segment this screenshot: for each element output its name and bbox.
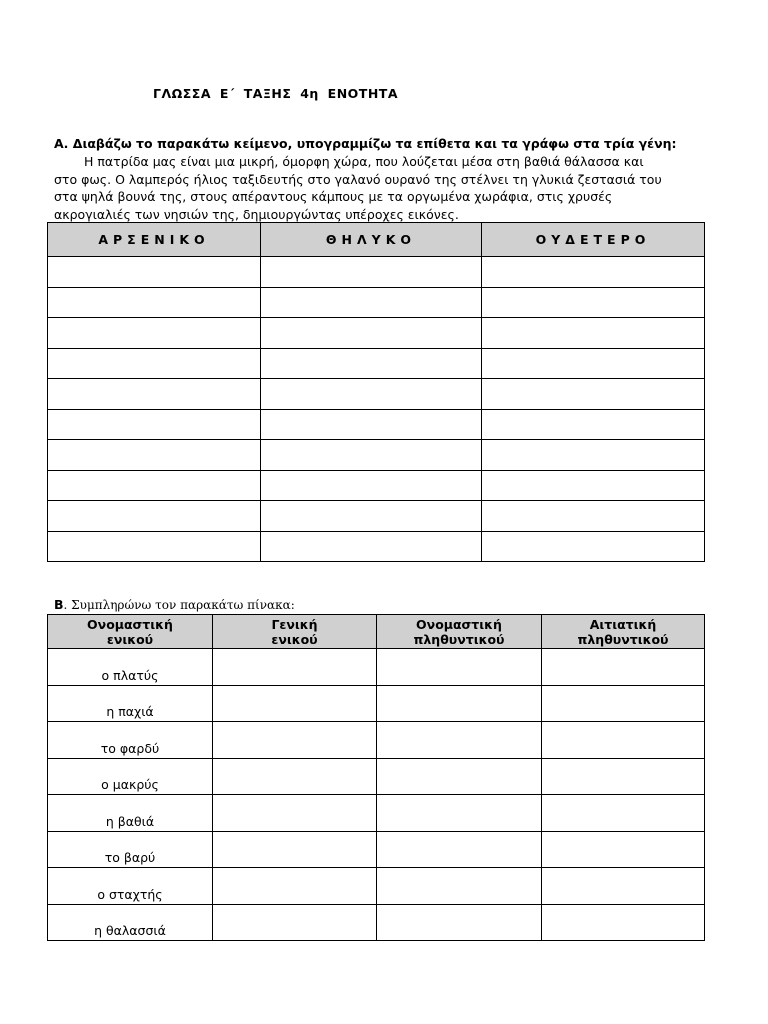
answer-cell[interactable] xyxy=(542,722,705,759)
answer-cell[interactable] xyxy=(482,409,705,440)
table-row xyxy=(48,868,705,905)
answer-cell[interactable] xyxy=(213,868,377,905)
answer-cell[interactable] xyxy=(48,379,261,410)
answer-cell[interactable] xyxy=(482,531,705,562)
word-cell: η θαλασσιά xyxy=(48,904,213,941)
answer-cell[interactable] xyxy=(482,287,705,318)
header-line: Ονομαστική xyxy=(416,616,502,632)
header-neuter: ΟΥΔΕΤΕΡΟ xyxy=(482,223,705,257)
answer-cell[interactable] xyxy=(213,722,377,759)
word-cell: η παχιά xyxy=(48,685,213,722)
table-row xyxy=(48,758,705,795)
answer-cell[interactable] xyxy=(48,409,261,440)
text-line: ακρογιαλιές των νησιών της, δημιουργώντας υπέροχες εικόνες. xyxy=(54,206,459,222)
section-b-instruction: . Συμπληρώνω τον παρακάτω πίνακα: xyxy=(63,598,295,612)
table-row xyxy=(48,379,705,410)
answer-cell[interactable] xyxy=(48,501,261,532)
header-line: πληθυντικού xyxy=(413,631,505,647)
answer-cell[interactable] xyxy=(48,531,261,562)
gender-table xyxy=(47,222,705,562)
word-cell: ο πλατύς xyxy=(48,649,213,686)
header-line: Ονομαστική xyxy=(87,616,173,632)
answer-cell[interactable] xyxy=(377,649,542,686)
answer-cell[interactable] xyxy=(261,318,482,349)
table-row xyxy=(48,348,705,379)
answer-cell[interactable] xyxy=(261,440,482,471)
answer-cell[interactable] xyxy=(377,904,542,941)
answer-cell[interactable] xyxy=(48,440,261,471)
text-line: στο φως. Ο λαμπερός ήλιος ταξιδευτής στο γαλανό ουρανό της στέλνει τη γλυκιά ζεστασιά του xyxy=(54,171,662,187)
text-line: στα ψηλά βουνά της, στους απέραντους κάμπους με τα οργωμένα χωράφια, στις χρυσές xyxy=(54,189,613,204)
header-accusative-plural xyxy=(542,615,705,649)
table-row xyxy=(48,531,705,562)
header-line: πληθυντικού xyxy=(577,631,669,647)
table-row xyxy=(48,904,705,941)
answer-cell[interactable] xyxy=(482,470,705,501)
header-feminine: ΘΗΛΥΚΟ xyxy=(261,223,482,257)
answer-cell[interactable] xyxy=(542,831,705,868)
word-cell: ο μακρύς xyxy=(48,758,213,795)
table-row xyxy=(48,409,705,440)
table-row xyxy=(48,795,705,832)
answer-cell[interactable] xyxy=(542,904,705,941)
table-row xyxy=(48,257,705,288)
answer-cell[interactable] xyxy=(261,409,482,440)
answer-cell[interactable] xyxy=(261,348,482,379)
declension-table xyxy=(47,614,705,941)
answer-cell[interactable] xyxy=(542,649,705,686)
worksheet-title: ΓΛΩΣΣΑ Ε΄ ΤΑΞΗΣ 4η ΕΝΟΤΗΤΑ xyxy=(153,86,398,101)
answer-cell[interactable] xyxy=(482,318,705,349)
answer-cell[interactable] xyxy=(261,501,482,532)
table-row xyxy=(48,318,705,349)
answer-cell[interactable] xyxy=(377,795,542,832)
header-line: ενικού xyxy=(271,631,318,647)
answer-cell[interactable] xyxy=(261,287,482,318)
answer-cell[interactable] xyxy=(542,868,705,905)
answer-cell[interactable] xyxy=(48,257,261,288)
section-b-heading xyxy=(54,597,295,612)
header-line: ενικού xyxy=(106,631,154,647)
answer-cell[interactable] xyxy=(48,348,261,379)
answer-cell[interactable] xyxy=(542,795,705,832)
answer-cell[interactable] xyxy=(482,348,705,379)
word-cell: το φαρδύ xyxy=(48,722,213,759)
answer-cell[interactable] xyxy=(213,795,377,832)
word-cell: ο σταχτής xyxy=(48,868,213,905)
table-row xyxy=(48,440,705,471)
table-row xyxy=(48,722,705,759)
answer-cell[interactable] xyxy=(48,287,261,318)
answer-cell[interactable] xyxy=(261,379,482,410)
text-line: Η πατρίδα μας είναι μια μικρή, όμορφη χώρα, που λούζεται μέσα στη βαθιά θάλασσα και xyxy=(84,154,644,169)
answer-cell[interactable] xyxy=(542,758,705,795)
table-row xyxy=(48,649,705,686)
table-row xyxy=(48,685,705,722)
answer-cell[interactable] xyxy=(482,501,705,532)
answer-cell[interactable] xyxy=(261,531,482,562)
answer-cell[interactable] xyxy=(213,758,377,795)
answer-cell[interactable] xyxy=(261,257,482,288)
answer-cell[interactable] xyxy=(482,257,705,288)
section-b-label: Β xyxy=(54,597,64,612)
table-row xyxy=(48,831,705,868)
header-line: Αιτιατική xyxy=(589,616,657,632)
answer-cell[interactable] xyxy=(213,831,377,868)
section-a-heading: Α. Διαβάζω το παρακάτω κείμενο, υπογραμμίζω τα επίθετα και τα γράφω στα τρία γένη: xyxy=(54,136,677,151)
header-masculine: ΑΡΣΕΝΙΚΟ xyxy=(48,223,261,257)
table-row xyxy=(48,470,705,501)
answer-cell[interactable] xyxy=(377,685,542,722)
answer-cell[interactable] xyxy=(213,649,377,686)
section-a-text xyxy=(54,153,724,223)
header-nominative-singular xyxy=(48,615,213,649)
answer-cell[interactable] xyxy=(377,868,542,905)
table-row xyxy=(48,501,705,532)
answer-cell[interactable] xyxy=(377,722,542,759)
answer-cell[interactable] xyxy=(48,470,261,501)
answer-cell[interactable] xyxy=(377,758,542,795)
answer-cell[interactable] xyxy=(48,318,261,349)
answer-cell[interactable] xyxy=(377,831,542,868)
answer-cell[interactable] xyxy=(482,379,705,410)
word-cell: η βαθιά xyxy=(48,795,213,832)
word-cell: το βαρύ xyxy=(48,831,213,868)
answer-cell[interactable] xyxy=(542,685,705,722)
answer-cell[interactable] xyxy=(261,470,482,501)
header-nominative-plural xyxy=(377,615,542,649)
header-genitive-singular xyxy=(213,615,377,649)
answer-cell[interactable] xyxy=(213,904,377,941)
answer-cell[interactable] xyxy=(213,685,377,722)
header-line: Γενική xyxy=(271,616,318,632)
answer-cell[interactable] xyxy=(482,440,705,471)
table-row xyxy=(48,287,705,318)
